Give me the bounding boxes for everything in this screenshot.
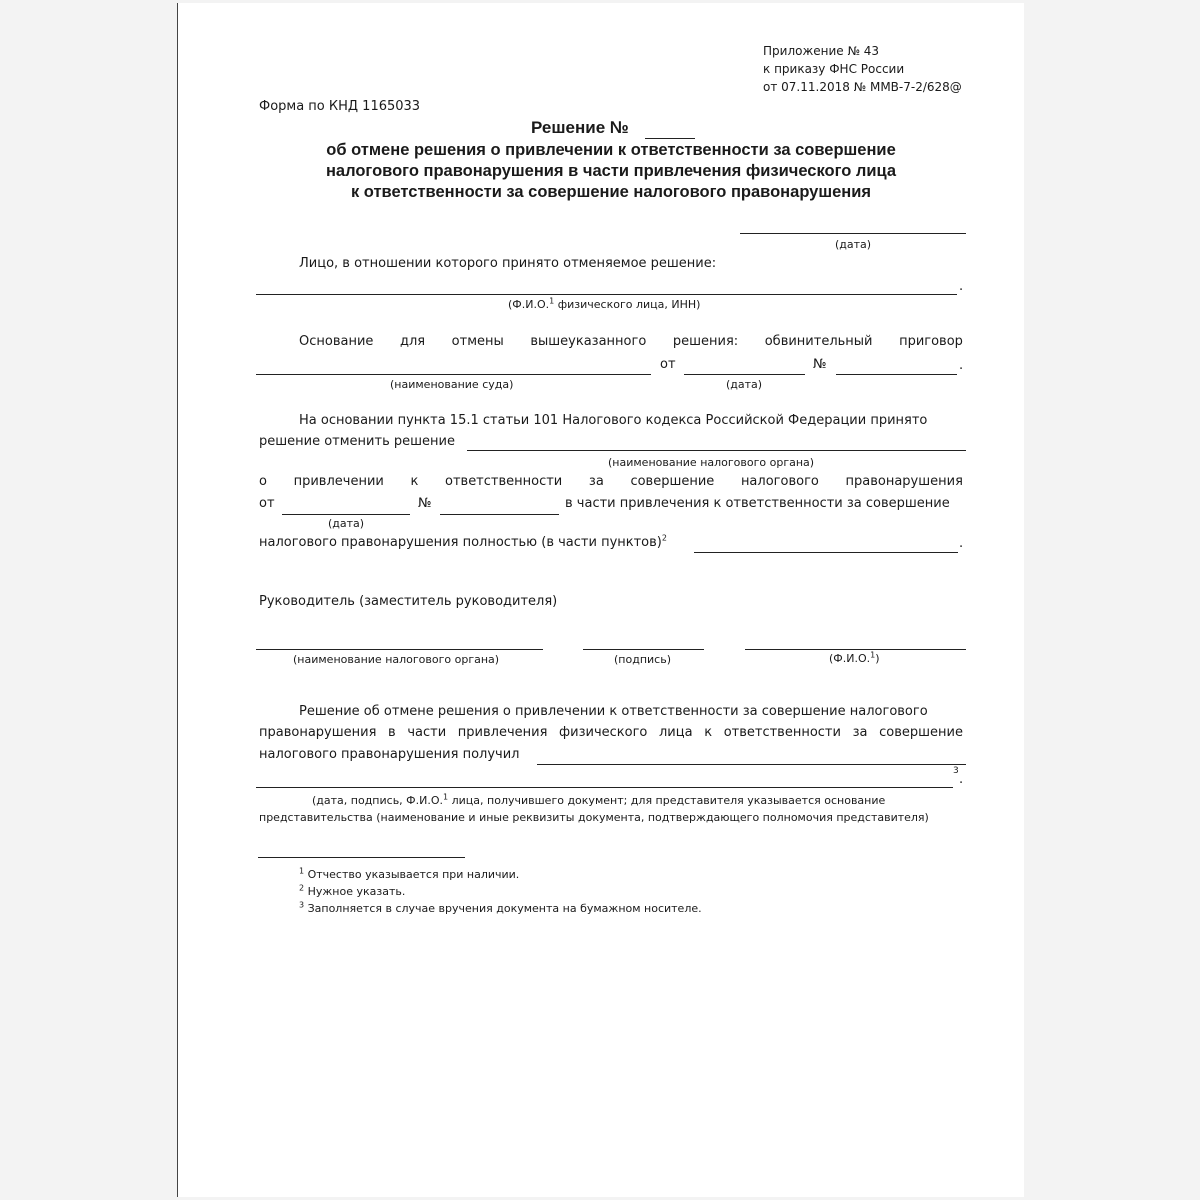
- footnote-2: $^2$ Нужное указать.: [299, 883, 406, 898]
- fio-inn-caption: (Ф.И.О.$^1$ физического лица, ИНН): [508, 296, 701, 311]
- sup-3-mark: 3: [953, 766, 959, 776]
- period-4: .: [959, 772, 964, 787]
- head-fio-line[interactable]: [745, 649, 966, 650]
- decision-number-line[interactable]: [440, 514, 559, 515]
- court-caption: (наименование суда): [390, 378, 514, 391]
- period-3: .: [959, 536, 964, 551]
- footnote-3: $^3$ Заполняется в случае вручения документа на бумажном носителе.: [299, 900, 702, 915]
- head-org-caption: (наименование налогового органа): [293, 653, 500, 666]
- footnote-1: $^1$ Отчество указывается при наличии.: [299, 866, 520, 881]
- decision-line-1: На основании пункта 15.1 статьи 101 Налогового кодекса Российской Федерации принято: [299, 413, 928, 428]
- decision-from: от: [259, 496, 275, 511]
- partial-text: в части привлечения к ответственности за совершение: [565, 496, 950, 511]
- title-number-line: [645, 138, 695, 139]
- receipt-line-3: налогового правонарушения получил: [259, 747, 520, 762]
- signature-caption: (подпись): [614, 653, 671, 666]
- person-field-line[interactable]: [256, 294, 957, 295]
- court-field-line[interactable]: [256, 374, 651, 375]
- title-line-2: налогового правонарушения в части привлечения физического лица: [325, 162, 897, 180]
- basis-line: Основание для отмены вышеуказанного решения: обвинительный приговор: [299, 334, 963, 349]
- head-fio-caption: (Ф.И.О.$^1$): [829, 650, 880, 665]
- decision-line-2: решение отменить решение: [259, 434, 455, 449]
- receipt-field-line[interactable]: [537, 764, 966, 765]
- title-heading: Решение №: [531, 118, 629, 137]
- receipt-line-1: Решение об отмене решения о привлечении к ответственности за совершение налогового: [299, 704, 928, 719]
- date-caption: (дата): [835, 238, 872, 251]
- receiver-caption-1: (дата, подпись, Ф.И.О.$^1$ лица, получившего документ; для представителя указывается основание: [312, 792, 886, 807]
- basis-date-line[interactable]: [684, 374, 805, 375]
- appendix-line-1: Приложение № 43: [763, 44, 880, 58]
- title-line-3: к ответственности за совершение налогового правонарушения: [350, 183, 872, 201]
- decision-date-caption: (дата): [328, 517, 365, 530]
- basis-date-caption: (дата): [726, 378, 763, 391]
- receipt-line-2: правонарушения в части привлечения физического лица к ответственности за совершение: [259, 725, 963, 740]
- tax-authority-field-line[interactable]: [467, 450, 966, 451]
- period-1: .: [959, 279, 964, 294]
- footnote-separator: [258, 857, 465, 858]
- basis-from: от: [660, 357, 676, 372]
- receipt-field-line-2[interactable]: [256, 787, 953, 788]
- date-field-line[interactable]: [740, 233, 966, 234]
- tax-authority-caption-1: (наименование налогового органа): [608, 456, 815, 469]
- fully-text: налогового правонарушения полностью (в части пунктов)$^2$: [259, 533, 667, 550]
- receiver-caption-2: представительства (наименование и иные реквизиты документа, подтверждающего полномочия представителя): [259, 811, 929, 824]
- title-line-1: об отмене решения о привлечении к ответственности за совершение: [326, 141, 896, 159]
- document-page: [177, 3, 1024, 1197]
- points-field-line[interactable]: [694, 552, 958, 553]
- basis-number-sign: №: [813, 357, 827, 372]
- head-signature-line[interactable]: [583, 649, 704, 650]
- about-line: о привлечении к ответственности за совершение налогового правонарушения: [259, 474, 963, 489]
- decision-number-sign: №: [418, 496, 432, 511]
- appendix-line-2: к приказу ФНС России: [763, 62, 905, 76]
- basis-number-line[interactable]: [836, 374, 957, 375]
- decision-date-line[interactable]: [282, 514, 410, 515]
- period-2: .: [959, 358, 964, 373]
- head-label: Руководитель (заместитель руководителя): [259, 594, 558, 609]
- head-org-line[interactable]: [256, 649, 543, 650]
- person-label: Лицо, в отношении которого принято отменяемое решение:: [299, 256, 717, 271]
- form-code: Форма по КНД 1165033: [259, 99, 421, 114]
- appendix-line-3: от 07.11.2018 № ММВ-7-2/628@: [763, 80, 962, 94]
